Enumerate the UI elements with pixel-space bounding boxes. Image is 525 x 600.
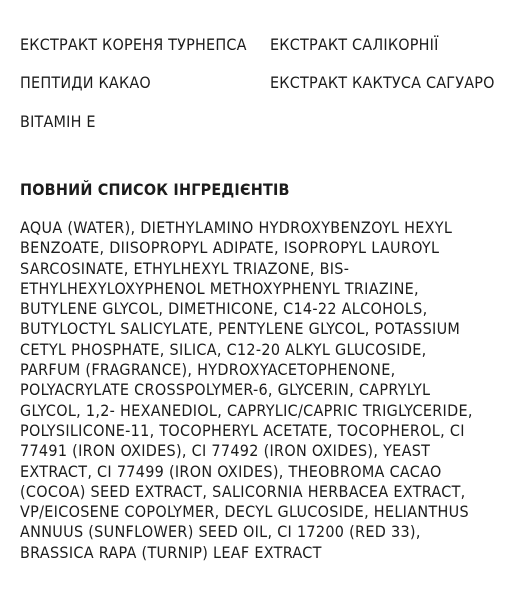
ingredients-line: POLYSILICONE-11, TOCOPHERYL ACETATE, TOCOPHEROL, CI (20, 420, 465, 440)
key-ingredient-salicornia-extract: ЕКСТРАКТ САЛІКОРНІЇ (270, 35, 439, 54)
ingredients-line: BENZOATE, DIISOPROPYL ADIPATE, ISOPROPYL LAUROYL (20, 238, 440, 258)
ingredients-line: SARCOSINATE, ETHYLHEXYL TRIAZONE, BIS- (20, 258, 350, 278)
ingredients-line: ETHYLHEXYLOXYPHENOL METHOXYPHENYL TRIAZINE, (20, 278, 419, 298)
ingredients-line: VP/EICOSENE COPOLYMER, DECYL GLUCOSIDE, HELIANTHUS (20, 502, 469, 522)
ingredients-line: PARFUM (FRAGRANCE), HYDROXYACETOPHENONE, (20, 360, 396, 380)
full-ingredients-list (20, 218, 510, 563)
ingredients-line: GLYCOL, 1,2- HEXANEDIOL, CAPRYLIC/CAPRIC TRIGLYCERIDE, (20, 400, 473, 420)
ingredients-line: POLYACRYLATE CROSSPOLYMER-6, GLYCERIN, CAPRYLYL (20, 380, 431, 400)
key-ingredient-cocoa-peptides: ПЕПТИДИ КАКАО (20, 73, 151, 92)
ingredients-line: CETYL PHOSPHATE, SILICA, C12-20 ALKYL GLUCOSIDE, (20, 339, 427, 359)
ingredients-line: ANNUUS (SUNFLOWER) SEED OIL, CI 17200 (RED 33), (20, 522, 421, 542)
ingredients-line: BUTYLENE GLYCOL, DIMETHICONE, C14-22 ALCOHOLS, (20, 299, 428, 319)
ingredients-line: BUTYLOCTYL SALICYLATE, PENTYLENE GLYCOL, POTASSIUM (20, 319, 461, 339)
ingredients-line: (COCOA) SEED EXTRACT, SALICORNIA HERBACEA EXTRACT, (20, 481, 466, 501)
full-ingredients-title: ПОВНИЙ СПИСОК ІНГРЕДІЄНТІВ (20, 180, 290, 199)
ingredients-line: AQUA (WATER), DIETHYLAMINO HYDROXYBENZOYL HEXYL (20, 218, 453, 237)
ingredients-line: 77491 (IRON OXIDES), CI 77492 (IRON OXIDES), YEAST (20, 441, 431, 461)
ingredients-line: BRASSICA RAPA (TURNIP) LEAF EXTRACT (20, 542, 322, 562)
key-ingredient-saguaro-cactus-extract: ЕКСТРАКТ КАКТУСА САГУАРО (270, 73, 495, 92)
ingredients-line: EXTRACT, CI 77499 (IRON OXIDES), THEOBROMA CACAO (20, 461, 442, 481)
key-ingredient-vitamin-e: ВІТАМІН Е (20, 112, 96, 131)
key-ingredient-turnip-root-extract: ЕКСТРАКТ КОРЕНЯ ТУРНЕПСА (20, 35, 247, 54)
